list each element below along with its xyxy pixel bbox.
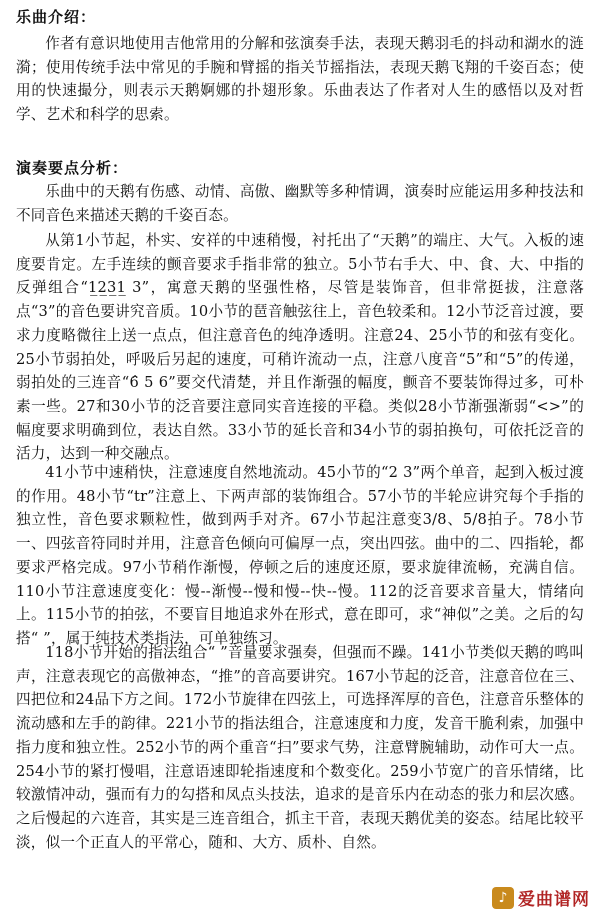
site-logo [492, 885, 590, 910]
analysis-paragraph-1: 乐曲中的天鹅有伤感、动情、高傲、幽默等多种情调，演奏时应能运用多种技法和不同音色来描述天鹅的千姿百态。 [16, 183, 584, 224]
music-note-icon: ♪ [492, 887, 514, 909]
analysis-paragraph-3: 41小节中速稍快，注意速度自然地流动。45小节的“2 3”两个单音，起到入板过渡的作用。48小节“tr”注意上、下两声部的装饰组合。57小节的半轮应讲究每个手指的独立性，音色要求颗粒性，做到两手对齐。67小节起注意变3/8、5/8拍子。78小节一、四弦音符同时并用，注意音色倾向可偏厚一点，突出四弦。曲中的二、四指轮，都要求严格完成。97小节稍作渐慢，停顿之后的速度还原，要求旋律流畅，充满自信。110小节注意速度变化：慢--渐慢--慢和慢--快--慢。112的泛音要求音量大，情绪向上。115小节的拍弦，不要盲目地追求外在形式，意在即可，求“神似”之美。之后的勾搭“ ”，属于纯技术类指法，可单独练习。 [16, 464, 584, 647]
site-logo-text: 爱曲谱网 [518, 890, 590, 910]
intro-heading: 乐曲介绍： [16, 8, 97, 26]
analysis-paragraph-4: 118小节开始的指法组合“ ”音量要求强奏，但强而不躁。141小节类似天鹅的鸣叫声，注意表现它的高傲神态，“推”的音高要讲究。167小节起的泛音，注意音位在三、四把位和24品下方之间。172小节旋律在四弦上，可选择浑厚的音色，注意音乐整体的流动感和左手的韵律。221小节的指法组合，注意速度和力度，发音干脆利索，加强中指力度和独立性。252小节的两个重音“扫”要求气势，注意臂腕辅助，动作可大一点。254小节的紧打慢唱，注意语速即轮指速度和个数变化。259小节宽广的音乐情绪，比较激情冲动，强而有力的勾搭和凤点头技法，追求的是音乐内在动态的张力和层次感。之后慢起的六连音，其实是三连音组合，抓主干音，表现天鹅优美的姿态。结尾比较平淡，似一个正直人的平常心，随和、大方、质朴、自然。 [16, 644, 584, 851]
intro-paragraph: 作者有意识地使用吉他常用的分解和弦演奏手法，表现天鹅羽毛的抖动和湖水的涟漪；使用传统手法中常见的手腕和臂摇的指关节摇指法，表现天鹅飞翔的千姿百态；使用的快速撮分，则表示天鹅婀娜的扑翅形象。乐曲表达了作者对人生的感悟以及对哲学、艺术和科学的思索。 [16, 35, 584, 124]
analysis-heading: 演奏要点分析： [16, 159, 129, 177]
analysis-paragraph-2: 从第1小节起，朴实、安祥的中速稍慢，衬托出了“天鹅”的端庄、大气。入板的速度要肯定。左手连续的颤音要求手指非常的独立。5小节右手大、中、食、大、中指的反弹组合“1̲2̲3̲1̲ 3”，寓意天鹅的坚强性格，尽管是装饰音，但非常挺拔，注意落点“3”的音色要讲究音质。10小节的琶音触弦往上，音色较柔和。12小节泛音过渡，要求力度略微往上送一点点，但注意音色的纯净透明。注意24、25小节的和弦有变化。25小节弱拍处，呼吸后另起的速度，可稍许流动一点，注意八度音“5”和“5”的传递，弱拍处的三连音“6̂ 5 6”要交代清楚，并且作渐强的幅度，颤音不要装饰得过多，可朴素一些。27和30小节的泛音要注意同实音连接的平稳。类似28小节渐强渐弱“<>”的幅度要求明确到位，表达自然。33小节的延长音和34小节的弱拍换句，可依托泛音的活力，达到一种交融点。 [16, 232, 584, 463]
